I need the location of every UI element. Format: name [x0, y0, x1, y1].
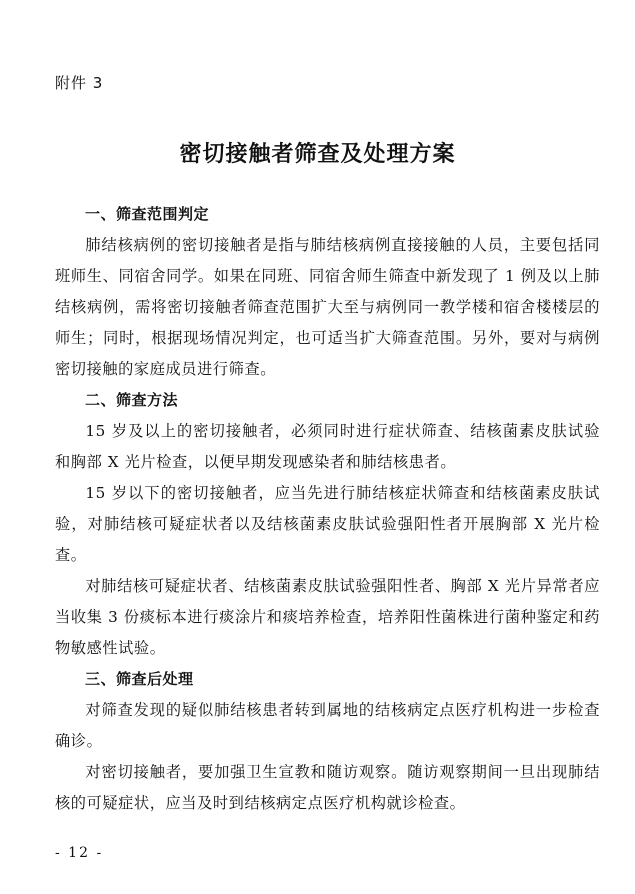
- paragraph-followup-referral: 对筛查发现的疑似肺结核患者转到属地的结核病定点医疗机构进一步检查确诊。: [55, 701, 600, 750]
- document-body: [55, 199, 600, 819]
- section-heading-followup: 三、筛查后处理: [85, 670, 194, 688]
- attachment-label: 附件 3: [55, 74, 104, 92]
- document-title: 密切接触者筛查及处理方案: [179, 141, 456, 167]
- section-heading-scope: 一、筛查范围判定: [85, 205, 210, 223]
- paragraph-method-sputum: 对肺结核可疑症状者、结核菌素皮肤试验强阳性者、胸部 X 光片异常者应当收集 3 份痰标本进行痰涂片和痰培养检查，培养阳性菌株进行菌种鉴定和药物敏感性试验。: [55, 577, 600, 657]
- paragraph-method-child: 15 岁以下的密切接触者，应当先进行肺结核症状筛查和结核菌素皮肤试验，对肺结核可疑症状者以及结核菌素皮肤试验强阳性者开展胸部 X 光片检查。: [55, 484, 600, 564]
- paragraph-method-adult: 15 岁及以上的密切接触者，必须同时进行症状筛查、结核菌素皮肤试验和胸部 X 光片检查，以便早期发现感染者和肺结核患者。: [55, 422, 600, 471]
- paragraph-followup-observation: 对密切接触者，要加强卫生宣教和随访观察。随访观察期间一旦出现肺结核的可疑症状，应当及时到结核病定点医疗机构就诊检查。: [55, 763, 600, 812]
- paragraph-scope: 肺结核病例的密切接触者是指与肺结核病例直接接触的人员，主要包括同班师生、同宿舍同学。如果在同班、同宿舍师生筛查中新发现了 1 例及以上肺结核病例，需将密切接触者筛查范围扩大至与病例同一教学楼和宿舍楼楼层的师生；同时，根据现场情况判定，也可适当扩大筛查范围。另外，要对与病例密切接触的家庭成员进行筛查。: [55, 236, 600, 378]
- section-heading-method: 二、筛查方法: [85, 391, 179, 409]
- page-number: - 12 -: [55, 845, 104, 861]
